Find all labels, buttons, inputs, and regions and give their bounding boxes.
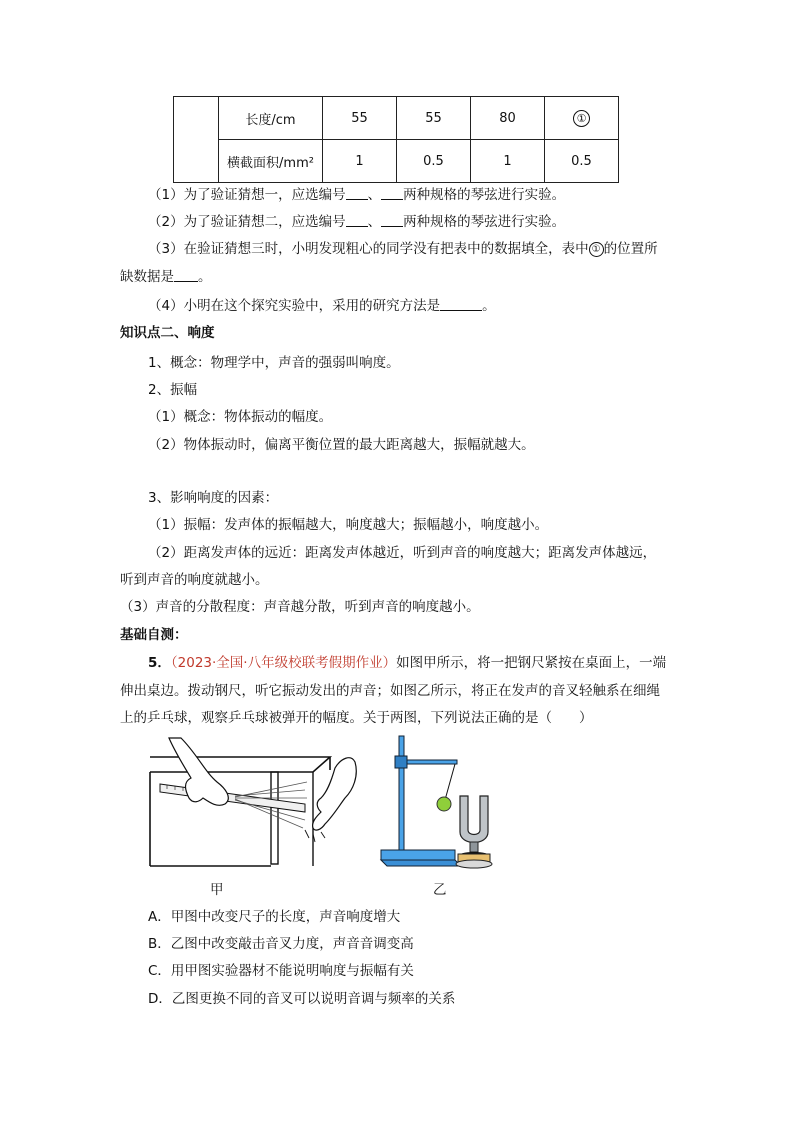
figure-label-b: 乙 <box>433 882 447 898</box>
answer-blank[interactable] <box>381 187 403 200</box>
section-item: 1、概念：物理学中，声音的强弱叫响度。 <box>148 355 400 371</box>
q2-sep: 、 <box>367 214 382 230</box>
question-3-cont <box>120 268 212 286</box>
answer-blank[interactable] <box>346 187 368 200</box>
self-test-heading: 基础自测： <box>120 627 188 643</box>
problem-5-line: 上的乒乓球，观察乒乓球被弹开的幅度。关于两图，下列说法正确的是（ ） <box>120 710 593 726</box>
answer-blank[interactable] <box>174 269 198 282</box>
table-cell: 80 <box>471 97 545 140</box>
table-cell: 55 <box>323 97 397 140</box>
table-row <box>174 140 619 183</box>
section-item: （1）振幅：发声体的振幅越大，响度越大；振幅越小，响度越小。 <box>148 517 549 533</box>
problem-5-line <box>148 654 666 672</box>
table-cell: 55 <box>397 97 471 140</box>
tuning-fork-drawing <box>381 736 492 868</box>
q3-text: （3）在验证猜想三时，小明发现粗心的同学没有把表中的数据填全，表中 <box>148 241 589 257</box>
table-cell: 1 <box>471 140 545 183</box>
q3-text: 的位置所 <box>603 241 658 257</box>
q1-suffix: 两种规格的琴弦进行实验。 <box>403 187 566 203</box>
experiment-figure <box>145 732 515 877</box>
table-blank-cell <box>174 97 219 183</box>
q1-prefix: （1）为了验证猜想一，应选编号 <box>148 187 346 203</box>
problem-source: （2023·全国·八年级校联考假期作业） <box>170 655 397 671</box>
section-item: 3、影响响度的因素： <box>148 490 279 506</box>
q1-sep: 、 <box>367 187 382 203</box>
q3-text: 。 <box>198 269 212 285</box>
problem-text: 如图甲所示，将一把钢尺紧按在桌面上，一端 <box>396 655 667 671</box>
table-cell: 0.5 <box>545 140 619 183</box>
q4-prefix: （4）小明在这个探究实验中，采用的研究方法是 <box>148 298 441 314</box>
circled-number: ① <box>573 110 590 127</box>
circled-number: ① <box>589 242 604 257</box>
q2-suffix: 两种规格的琴弦进行实验。 <box>403 214 566 230</box>
answer-blank[interactable] <box>440 298 482 311</box>
q2-prefix: （2）为了验证猜想二，应选编号 <box>148 214 346 230</box>
table-cell-missing <box>545 97 619 140</box>
table-cell: 0.5 <box>397 140 471 183</box>
question-2 <box>148 213 565 231</box>
option-c[interactable]: C．用甲图实验器材不能说明响度与振幅有关 <box>148 963 414 979</box>
length-label: 长度/cm <box>219 97 323 140</box>
table-cell: 1 <box>323 140 397 183</box>
area-label: 横截面积/mm² <box>219 140 323 183</box>
problem-number: 5． <box>148 655 171 671</box>
section-item: （1）概念：物体振动的幅度。 <box>148 409 333 425</box>
option-b[interactable]: B．乙图中改变敲击音叉力度，声音音调变高 <box>148 936 414 952</box>
section-item: （3）声音的分散程度：声音越分散，听到声音的响度越小。 <box>120 599 480 615</box>
option-d[interactable]: D．乙图更换不同的音叉可以说明音调与频率的关系 <box>148 991 456 1007</box>
figure-label-a: 甲 <box>210 882 224 898</box>
answer-blank[interactable] <box>381 214 403 227</box>
string-spec-table <box>173 96 619 183</box>
problem-5-line: 伸出桌边。拨动钢尺，听它振动发出的声音；如图乙所示，将正在发声的音叉轻触系在细绳 <box>120 683 660 699</box>
section-heading: 知识点二、响度 <box>120 325 215 341</box>
section-item: 2、振幅 <box>148 382 198 398</box>
answer-blank[interactable] <box>346 214 368 227</box>
ruler-experiment-drawing <box>150 738 356 866</box>
section-item: （2）距离发声体的远近：距离发声体越近，听到声音的响度越大；距离发声体越远， <box>148 545 657 561</box>
question-3 <box>148 240 658 258</box>
table-row <box>174 97 619 140</box>
q4-suffix: 。 <box>482 298 496 314</box>
section-item: 听到声音的响度就越小。 <box>120 572 269 588</box>
question-4 <box>148 297 496 315</box>
q3-text: 缺数据是 <box>120 269 174 285</box>
question-1 <box>148 186 565 204</box>
section-item: （2）物体振动时，偏离平衡位置的最大距离越大，振幅就越大。 <box>148 437 535 453</box>
option-a[interactable]: A．甲图中改变尺子的长度，声音响度增大 <box>148 909 401 925</box>
